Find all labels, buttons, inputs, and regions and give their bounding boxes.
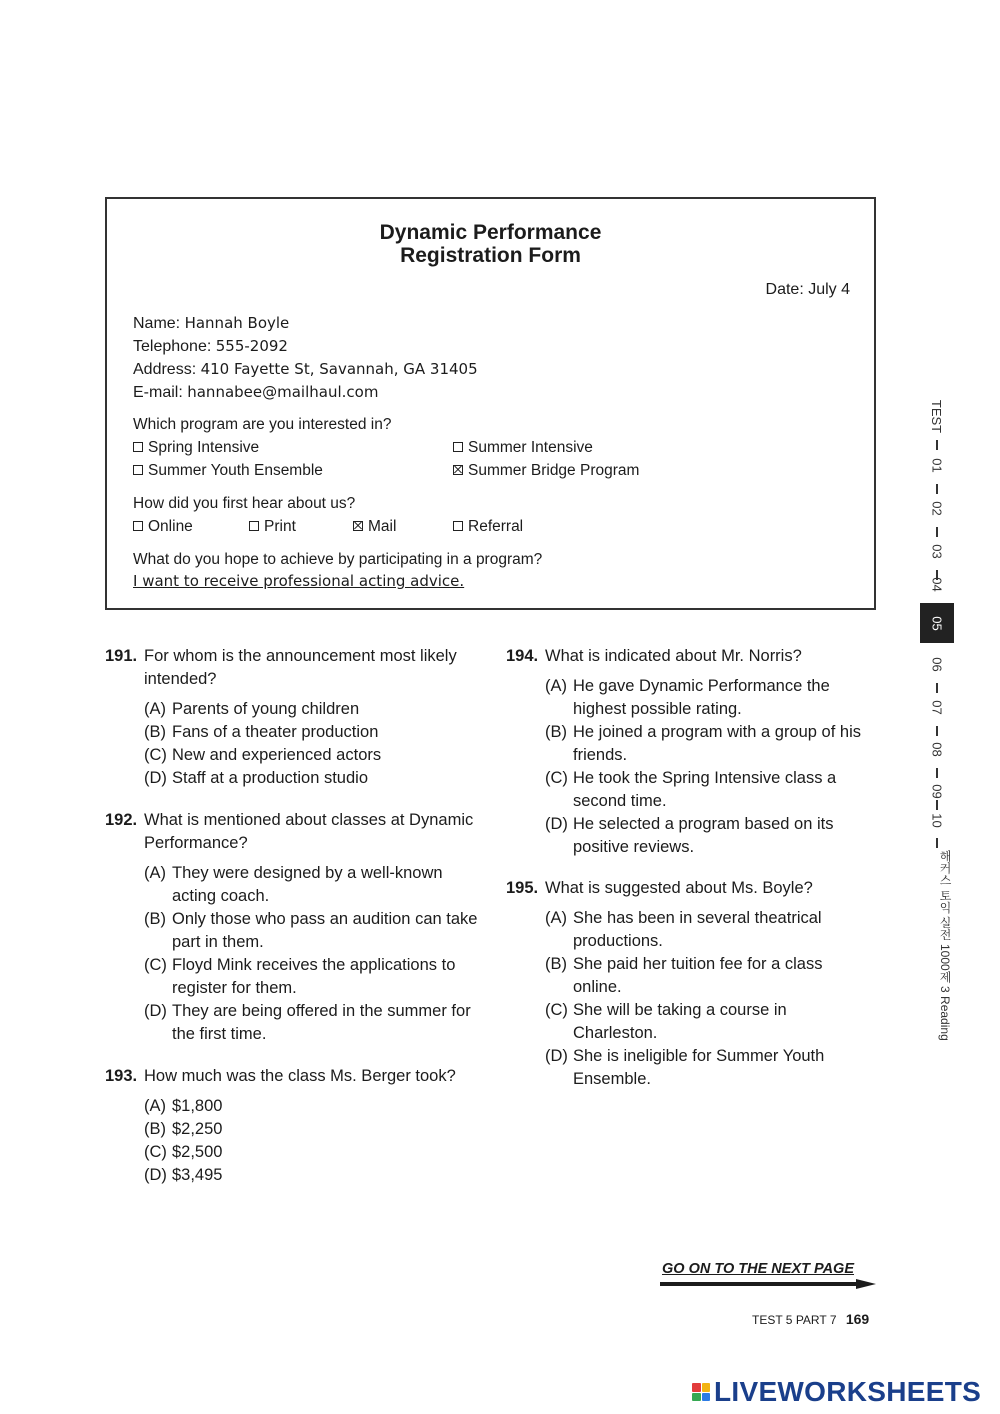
program-option[interactable]: Spring Intensive	[133, 439, 259, 457]
checkbox[interactable]	[133, 442, 143, 452]
brand-grid-icon	[692, 1383, 710, 1401]
email-value: hannabee@mailhaul.com	[187, 383, 379, 401]
source-option[interactable]: Mail	[353, 518, 396, 536]
answer-choice[interactable]: (A) $1,800	[144, 1097, 223, 1115]
answer-choice[interactable]: (C) Floyd Mink receives the applications to register for them.	[144, 956, 456, 997]
program-question: Which program are you interested in?	[133, 416, 392, 433]
side-tab-09: 09	[929, 783, 945, 799]
checkbox[interactable]	[133, 465, 143, 475]
answer-choice[interactable]: (B) Only those who pass an audition can take part in them.	[144, 910, 478, 951]
form-date: Date: July 4	[765, 281, 850, 298]
checkbox-checked[interactable]	[453, 465, 463, 475]
tab-divider	[936, 838, 938, 848]
address-value: 410 Fayette St, Savannah, GA 31405	[200, 360, 478, 378]
side-tab-01: 01	[929, 457, 945, 473]
achieve-answer: I want to receive professional acting advice.	[133, 572, 465, 590]
source-option[interactable]: Referral	[453, 518, 523, 536]
program-option[interactable]: Summer Intensive	[453, 439, 593, 457]
registration-form	[105, 197, 876, 610]
side-tab-03: 03	[929, 543, 945, 559]
answer-choice[interactable]: (A) Parents of young children	[144, 700, 360, 718]
question-193: 193. How much was the class Ms. Berger took? (A) $1,800 (B) $2,250 (C) $2,500 (D) $3,495	[105, 1065, 490, 1187]
side-tab-test: TEST	[929, 399, 945, 433]
answer-choice[interactable]: (D) She is ineligible for Summer Youth Ensemble.	[545, 1047, 825, 1088]
answer-choice[interactable]: (B) She paid her tuition fee for a class online.	[545, 955, 823, 996]
page-footer: TEST 5 PART 7 169	[752, 1311, 870, 1327]
answer-choice[interactable]: (C) New and experienced actors	[144, 746, 382, 764]
answer-choice[interactable]: (D) Staff at a production studio	[144, 769, 368, 787]
name-value: Hannah Boyle	[184, 314, 290, 332]
side-tab-04: 04	[929, 576, 945, 592]
checkbox[interactable]	[453, 442, 463, 452]
answer-choice[interactable]: (B) He joined a program with a group of his friends.	[545, 723, 861, 764]
side-tab-06: 06	[929, 656, 945, 672]
program-option[interactable]: Summer Youth Ensemble	[133, 462, 323, 480]
phone-value: 555-2092	[215, 337, 288, 355]
email-field: E-mail: hannabee@mailhaul.com	[133, 383, 379, 401]
answer-choice[interactable]: (A) He gave Dynamic Performance the highest possible rating.	[545, 677, 830, 718]
answer-choice[interactable]: (A) They were designed by a well-known acting coach.	[144, 864, 443, 905]
address-field: Address: 410 Fayette St, Savannah, GA 31405	[133, 360, 478, 378]
side-tab-08: 08	[929, 741, 945, 757]
side-tab-07: 07	[929, 699, 945, 715]
side-tab-10: 10	[929, 812, 945, 828]
answer-choice[interactable]: (D) $3,495	[144, 1166, 223, 1184]
answer-choice[interactable]: (D) They are being offered in the summer for the first time.	[144, 1002, 471, 1043]
answer-choice[interactable]: (B) Fans of a theater production	[144, 723, 379, 741]
arrow-right-icon	[660, 1279, 878, 1289]
checkbox-checked[interactable]	[353, 521, 363, 531]
form-title: Dynamic Performance Registration Form	[379, 221, 602, 267]
page-number: 169	[845, 1311, 870, 1327]
checkbox[interactable]	[453, 521, 463, 531]
question-195: 195. What is suggested about Ms. Boyle? (A) She has been in several theatrical productions. (B) She paid her tuition fee for a class online. (C) She will be taking a course in Charleston. (D) She is ineligible for Summer Youth Ensemble.	[506, 877, 861, 1091]
answer-choice[interactable]: (A) She has been in several theatrical productions.	[545, 909, 822, 950]
checkbox[interactable]	[249, 521, 259, 531]
checkbox[interactable]	[133, 521, 143, 531]
go-on-next-page: GO ON TO THE NEXT PAGE	[662, 1261, 855, 1277]
phone-field: Telephone: 555-2092	[133, 337, 288, 355]
answer-choice[interactable]: (C) $2,500	[144, 1143, 223, 1161]
name-field: Name: Hannah Boyle	[133, 314, 290, 332]
answer-choice[interactable]: (B) $2,250	[144, 1120, 223, 1138]
answer-choice[interactable]: (C) He took the Spring Intensive class a second time.	[545, 769, 837, 810]
book-title-vertical: 해커스 토익 실전 1000제 3 Reading	[938, 850, 952, 1041]
side-tab-05-active: 05	[920, 603, 954, 643]
question-191: 191. For whom is the announcement most likely intended? (A) Parents of young children (B) Fans of a theater production (C) New and experienced actors (D) Staff at a production studio	[105, 645, 490, 790]
question-194: 194. What is indicated about Mr. Norris? (A) He gave Dynamic Performance the highest possible rating. (B) He joined a program with a group of his friends. (C) He took the Spring Intensive class a second time. (D) He selected a program based on its positive reviews.	[506, 645, 866, 859]
answer-choice[interactable]: (C) She will be taking a course in Charleston.	[545, 1001, 787, 1042]
achieve-question: What do you hope to achieve by participating in a program?	[133, 551, 543, 568]
source-option[interactable]: Print	[249, 518, 296, 536]
liveworksheets-logo: LIVEWORKSHEETS	[692, 1376, 981, 1408]
hear-question: How did you first hear about us?	[133, 495, 356, 512]
question-192: 192. What is mentioned about classes at Dynamic Performance? (A) They were designed by a well-known acting coach. (B) Only those who pass an audition can take part in them. (C) Floyd Mink receives the applications to register for them. (D) They are being offered in the summer for the first time.	[105, 809, 485, 1046]
side-tab-02: 02	[929, 500, 945, 516]
source-option[interactable]: Online	[133, 518, 193, 536]
program-option[interactable]: Summer Bridge Program	[453, 462, 639, 480]
answer-choice[interactable]: (D) He selected a program based on its positive reviews.	[545, 815, 834, 856]
